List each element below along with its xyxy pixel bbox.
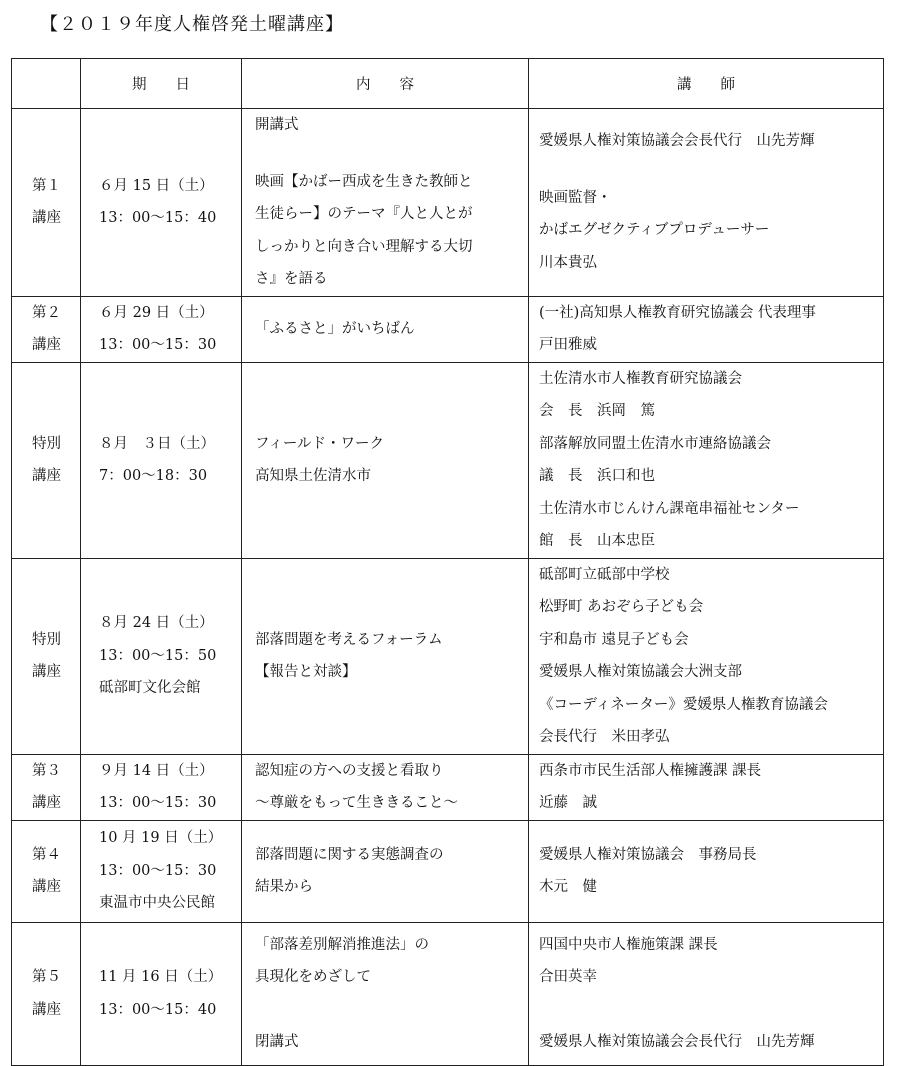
lecture-number-line: 特別 [32,631,61,648]
lecture-content-line: 高知県土佐清水市 [255,468,371,484]
lecture-lecturer-cell [529,296,884,362]
lecture-date-line: 10 月 19 日（土） [99,830,223,847]
lecture-lecturer-line: 四国中央市人権施策課 課長 [539,936,718,953]
lecture-lecturer-line: 愛媛県人権対策協議会会長代行 山先芳輝 [539,133,815,150]
lecture-content-cell [242,922,529,1065]
lecture-lecturer-line: かばエグゼクティブプロデューサー [539,222,770,239]
lecture-lecturer-line: 戸田雅威 [539,337,597,353]
table-header-row [12,59,884,109]
schedule-table [11,58,884,1066]
lecture-content-line: 結果から [255,879,313,895]
lecture-lecturer-line: 土佐清水市人権教育研究協議会 [539,370,742,387]
lecture-number-line: 第５ [32,969,61,985]
lecture-content-cell [242,754,529,820]
lecture-content-cell [242,558,529,754]
lecture-date-line: 13：00〜15：30 [99,795,217,811]
lecture-lecturer-cell [529,820,884,922]
lecture-date-line: ８月 24 日（土） [99,615,214,632]
lecture-lecturer-line: 《コーディネーター》愛媛県人権教育協議会 [539,696,828,713]
header-content: 内 容 [242,59,529,109]
lecture-lecturer-line: 館 長 山本忠臣 [539,533,655,549]
lecture-content-cell [242,820,529,922]
lecture-lecturer-line: 砥部町立砥部中学校 [539,566,670,583]
lecture-date-line: 砥部町文化会館 [99,680,201,697]
lecture-number-line: 講座 [32,1001,61,1018]
lecture-lecturer-line: 近藤 誠 [539,795,597,811]
lecture-content-line: 開講式 [255,117,299,133]
lecture-lecturer-line: 川本貴弘 [539,254,597,271]
lecture-lecturer-line: 部落解放同盟土佐清水市連絡協議会 [539,435,771,452]
lecture-lecturer-line: 映画監督・ [539,189,612,206]
lecture-content-line: フィールド・ワーク [255,435,385,452]
lecture-date-cell [81,754,242,820]
lecture-content-line: 映画【かばー西成を生きた教師と [255,173,473,190]
lecture-date-cell [81,820,242,922]
lecture-number-cell [12,109,81,297]
header-lecturer: 講 師 [529,59,884,109]
table-row [12,109,884,297]
lecture-date-cell [81,558,242,754]
lecture-number-cell [12,922,81,1065]
lecture-content-line [255,994,528,1027]
lecture-lecturer-line: 議 長 浜口和也 [539,468,655,484]
lecture-number-line: 講座 [32,210,61,227]
lecture-date-line: 11 月 16 日（土） [99,969,223,985]
lecture-content-line: 具現化をめざして [255,969,371,985]
table-row [12,362,884,558]
lecture-lecturer-line: 愛媛県人権対策協議会 事務局長 [539,846,757,863]
lecture-date-line: 13：00〜15：40 [99,210,217,227]
lecture-content-line: 部落問題に関する実態調査の [255,846,444,863]
lecture-date-line: ６月 29 日（土） [99,304,214,321]
lecture-lecturer-line: 会長代行 米田孝弘 [539,729,670,745]
lecture-content-line: 【報告と対談】 [255,664,357,680]
lecture-lecturer-line: 木元 健 [539,879,597,895]
lecture-number-cell [12,754,81,820]
lecture-content-line: 「部落差別解消推進法」の [255,936,429,953]
lecture-lecturer-line: 土佐清水市じんけん課竜串福祉センター [539,500,800,517]
lecture-date-line: 7：00〜18：30 [99,468,208,484]
table-row [12,820,884,922]
lecture-number-line: 第２ [32,304,61,321]
document-title: 【２０１９年度人権啓発土曜講座】 [40,14,344,35]
lecture-lecturer-line [539,158,883,182]
lecture-number-cell [12,362,81,558]
table-row [12,754,884,820]
lecture-lecturer-line: 愛媛県人権対策協議会会長代行 山先芳輝 [539,1034,815,1050]
lecture-content-line: 部落問題を考えるフォーラム [255,631,443,648]
lecture-content-line [255,142,528,166]
lecture-number-cell [12,296,81,362]
lecture-lecturer-cell [529,109,884,297]
lecture-number-line: 講座 [32,879,61,895]
lecture-content-line: 〜尊厳をもって生ききること〜 [255,795,458,811]
lecture-date-line: 13：00〜15：30 [99,862,217,879]
lecture-number-line: 第４ [32,846,61,863]
lecture-date-line: 13：00〜15：50 [99,647,217,664]
lecture-lecturer-cell [529,754,884,820]
lecture-content-cell [242,296,529,362]
lecture-lecturer-cell [529,922,884,1065]
lecture-number-line: 講座 [32,468,61,484]
lecture-number-line: 講座 [32,337,61,353]
lecture-content-cell [242,109,529,297]
lecture-date-line: ６月 15 日（土） [99,177,214,194]
lecture-content-cell [242,362,529,558]
lecture-date-cell [81,362,242,558]
lecture-content-line: 「ふるさと」がいちばん [255,320,415,337]
header-blank [12,59,81,109]
lecture-date-line: 東温市中央公民館 [99,895,215,912]
lecture-number-cell [12,820,81,922]
lecture-number-line: 第１ [32,177,61,194]
lecture-date-cell [81,296,242,362]
lecture-date-line: 13：00〜15：40 [99,1001,217,1018]
lecture-number-line: 特別 [32,435,61,452]
lecture-lecturer-line [539,994,883,1027]
lecture-date-cell [81,922,242,1065]
lecture-lecturer-line: (一社)高知県人権教育研究協議会 代表理事 [539,304,816,321]
lecture-number-line: 講座 [32,664,61,680]
lecture-lecturer-line: 宇和島市 遠見子ども会 [539,631,689,648]
lecture-lecturer-cell [529,558,884,754]
lecture-lecturer-line: 合田英幸 [539,969,597,985]
lecture-lecturer-line: 西条市市民生活部人権擁護課 課長 [539,762,762,779]
lecture-content-line: しっかりと向き合い理解する大切 [255,238,473,255]
lecture-lecturer-cell [529,362,884,558]
lecture-lecturer-line: 松野町 あおぞら子ども会 [539,599,704,615]
lecture-content-line: 閉講式 [255,1034,299,1050]
lecture-lecturer-line: 会 長 浜岡 篤 [539,403,655,419]
lecture-lecturer-line: 愛媛県人権対策協議会大洲支部 [539,664,742,680]
lecture-date-line: 13：00〜15：30 [99,337,217,353]
lecture-content-line: 認知症の方への支援と看取り [255,762,444,779]
lecture-number-cell [12,558,81,754]
lecture-content-line: 生徒らー】のテーマ『人と人とが [255,206,473,222]
header-date: 期 日 [81,59,242,109]
lecture-date-line: ９月 14 日（土） [99,762,214,779]
table-row [12,922,884,1065]
table-row [12,296,884,362]
lecture-date-cell [81,109,242,297]
lecture-number-line: 第３ [32,762,61,779]
lecture-date-line: ８月 ３日（土） [99,435,215,452]
lecture-content-line: さ』を語る [255,271,328,287]
lecture-number-line: 講座 [32,795,61,811]
table-row [12,558,884,754]
